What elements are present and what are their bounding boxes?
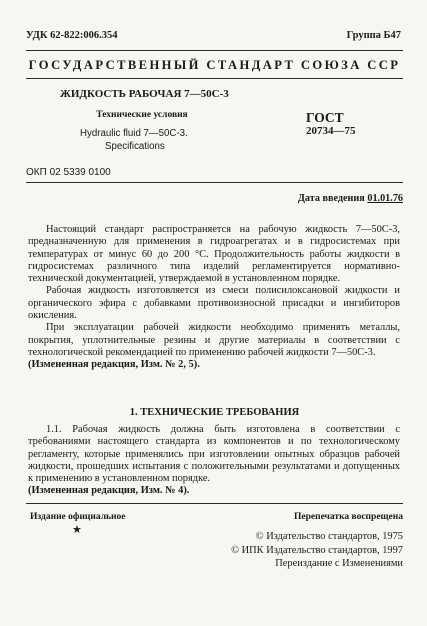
copyright-block bbox=[231, 530, 403, 571]
section1-edit-note: (Измененная редакция, Изм. № 4). bbox=[28, 485, 190, 497]
gost-label: ГОСТ bbox=[306, 110, 344, 125]
effective-date-label: Дата введения bbox=[297, 193, 365, 204]
intro-paragraph-2: Рабочая жидкость изготовляется из смеси полисилоксановой жидкости и органического эфира с добавками противоизносной присадки и ингибиторов окисления. bbox=[28, 285, 400, 322]
reprint-notice: Перепечатка воспрещена bbox=[293, 512, 403, 522]
section1-paragraph: 1.1. Рабочая жидкость должна быть изготовлена в соответствии с требованиями настоящего стандарта из компонентов и по технологическому регламенту, которые применялись при изготовлении опытных образцов рабочей жидкости, прошедших испытания с положительными результатами и допущенных к применению в установленном порядке. bbox=[28, 424, 400, 485]
group-code: Группа Б47 bbox=[346, 30, 401, 41]
effective-date-value: 01.01.76 bbox=[367, 193, 403, 204]
top-rule bbox=[26, 50, 403, 51]
section1-text bbox=[28, 424, 400, 498]
udk-code: УДК 62-822:006.354 bbox=[26, 30, 118, 41]
document-title: ЖИДКОСТЬ РАБОЧАЯ 7—50С-3 bbox=[60, 88, 229, 100]
copyright-line-2: © ИПК Издательство стандартов, 1997 bbox=[231, 544, 403, 556]
edit-note: (Измененная редакция, Изм. № 2, 5). bbox=[28, 359, 200, 371]
star-icon: ★ bbox=[72, 524, 82, 536]
okp-code: ОКП 02 5339 0100 bbox=[26, 167, 111, 178]
subtitle-english: Specifications bbox=[105, 141, 165, 152]
section-heading: 1. ТЕХНИЧЕСКИЕ ТРЕБОВАНИЯ bbox=[129, 407, 300, 418]
document-subtitle: Технические условия bbox=[96, 110, 188, 120]
intro-paragraph-1: Настоящий стандарт распространяется на рабочую жидкость 7—50С-3, предназначенную для применения в гидроагрегатах и в гидросистемах при температурах от минус 60 до 200 °С. Продолжительность работы жидкости в гидросистемах различного типа изделий регламентируется нормативно-технической документацией, утверждаемой в установленном порядке. bbox=[28, 224, 400, 285]
title-english: Hydraulic fluid 7—50C-3. bbox=[80, 128, 188, 139]
effective-date bbox=[298, 193, 403, 204]
okp-rule bbox=[26, 182, 403, 183]
intro-paragraph-3: При эксплуатации рабочей жидкости необходимо применять металлы, покрытия, уплотнительные резины и другие материалы в соответствии с технологической рекомендацией по применению рабочей жидкости 7—50С-3. bbox=[28, 322, 400, 358]
intro-text bbox=[28, 224, 400, 372]
banner-rule bbox=[26, 78, 403, 79]
official-edition: Издание официальное bbox=[30, 512, 126, 522]
gost-number: 20734—75 bbox=[306, 125, 356, 137]
copyright-line-1: © Издательство стандартов, 1975 bbox=[255, 531, 403, 542]
reissue-line: Переиздание с Изменениями bbox=[275, 558, 403, 569]
standard-banner: ГОСУДАРСТВЕННЫЙ СТАНДАРТ СОЮЗА ССР bbox=[28, 58, 401, 72]
footer-rule bbox=[26, 503, 403, 504]
